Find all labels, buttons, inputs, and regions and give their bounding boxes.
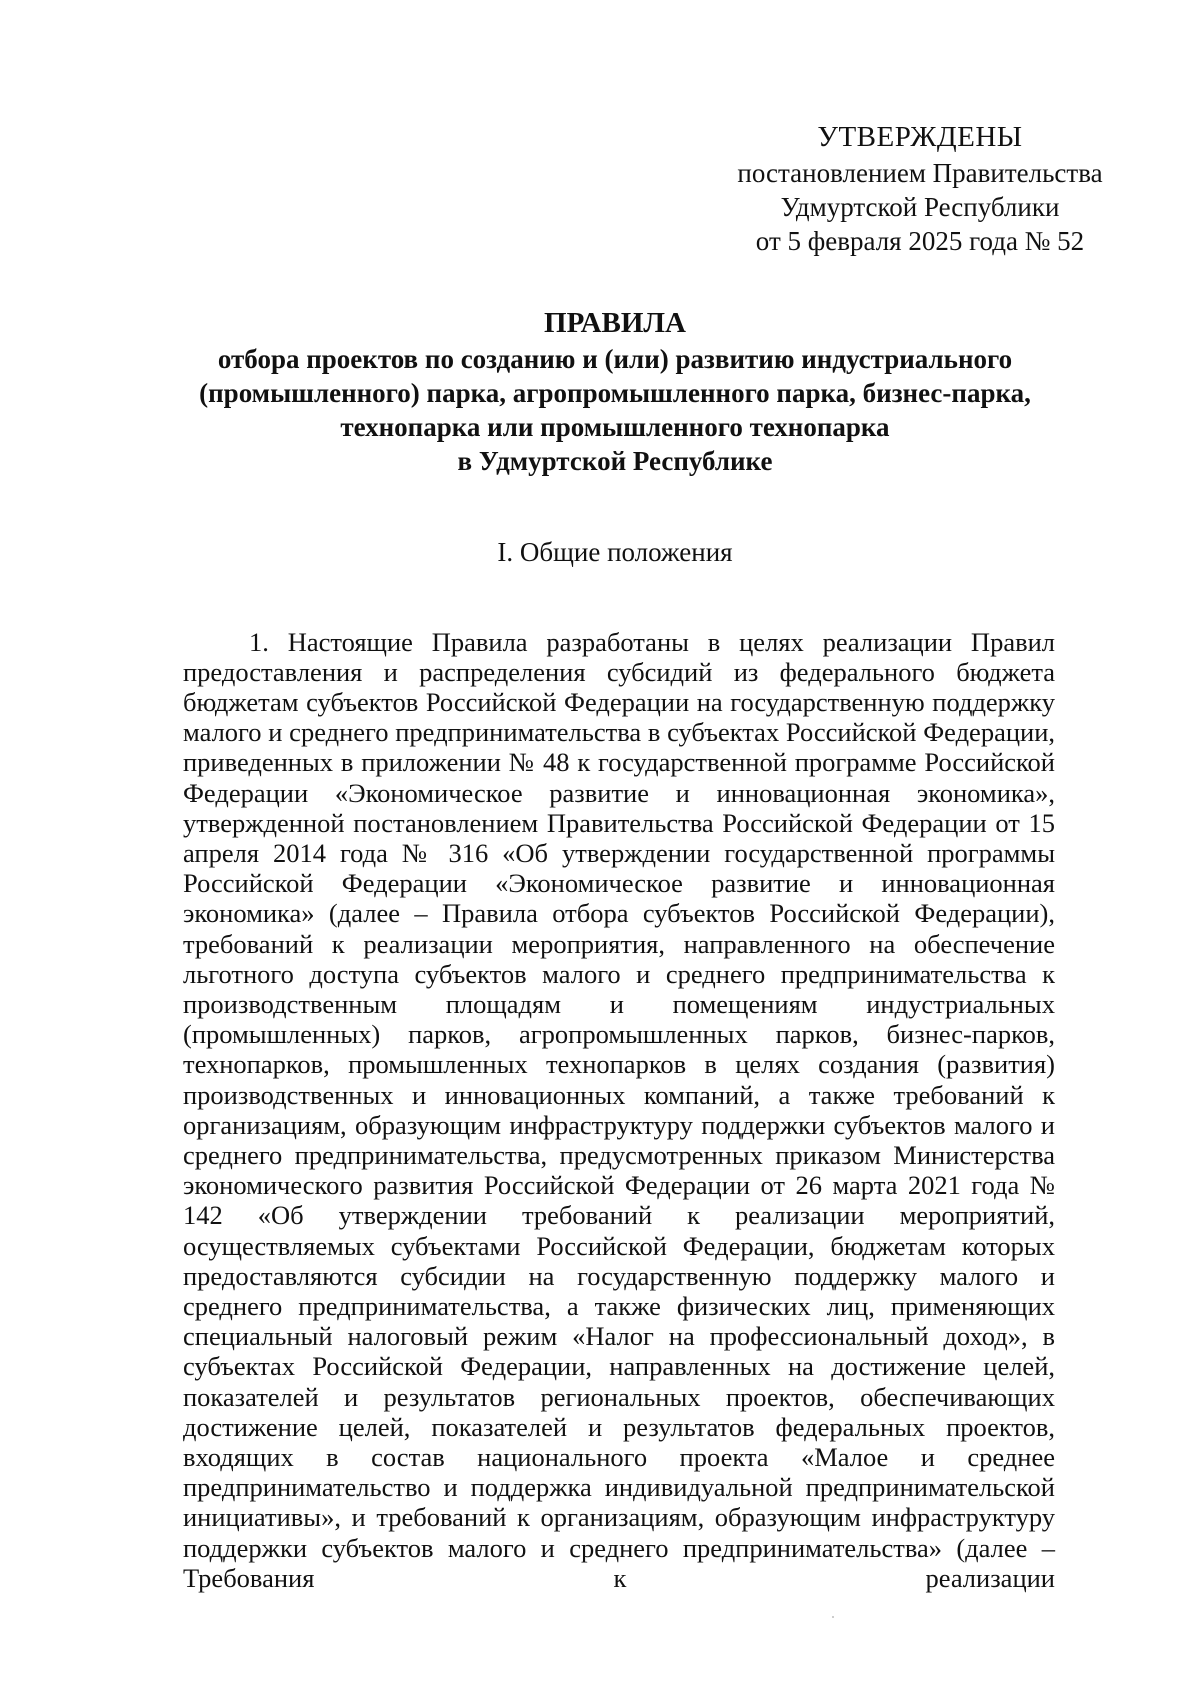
title-line-4: в Удмуртской Республике xyxy=(457,446,773,476)
document-title xyxy=(180,306,1050,478)
approval-line-3: от 5 февраля 2025 года № 52 xyxy=(755,226,1085,256)
approval-block xyxy=(720,120,1120,258)
paragraph-1: 1. Настоящие Правила разработаны в целях реализации Правил предоставления и распределения субсидий из федерального бюджета бюджетам субъектов Российской Федерации на государственную поддержку малого и среднего предпринимательства в субъектах Российской Федерации, приведенных в приложении № 48 к государственной программе Российской Федерации «Экономическое развитие и инновационная экономика», утвержденной постановлением Правительства Российской Федерации от 15 апреля 2014 года № 316 «Об утверждении государственной программы Российской Федерации «Экономическое развитие и инновационная экономика» (далее – Правила отбора субъектов Российской Федерации), требований к реализации мероприятия, направленного на обеспечение льготного доступа субъектов малого и среднего предпринимательства к производственным площадям и помещениям индустриальных (промышленных) парков, агропромышленных парков, бизнес-парков, технопарков, промышленных технопарков в целях создания (развития) производственных и инновационных компаний, а также требований к организациям, образующим инфраструктуру поддержки субъектов малого и среднего предпринимательства, предусмотренных приказом Министерства экономического развития Российской Федерации от 26 марта 2021 года № 142 «Об утверждении требований к реализации мероприятий, осуществляемых субъектами Российской Федерации, бюджетам которых предоставляются субсидии на государственную поддержку малого и среднего предпринимательства, а также физических лиц, применяющих специальный налоговый режим «Налог на профессиональный доход», в субъектах Российской Федерации, направленных на достижение целей, показателей и результатов региональных проектов, обеспечивающих достижение целей, показателей и результатов федеральных проектов, входящих в состав национального проекта «Малое и среднее предпринимательство и поддержка индивидуальной предпринимательской инициативы», и требований к организациям, образующим инфраструктуру поддержки субъектов малого и среднего предпринимательства» (далее – Требования к реализации xyxy=(183,626,1055,1593)
scan-speck xyxy=(832,1616,834,1618)
title-line-2: (промышленного) парка, агропромышленного парка, бизнес-парка, xyxy=(199,378,1031,408)
title-line-3: технопарка или промышленного технопарка xyxy=(340,412,890,442)
approval-line-1: постановлением Правительства xyxy=(737,158,1103,188)
title-line-1: отбора проектов по созданию и (или) развитию индустриального xyxy=(217,344,1013,374)
section-heading: I. Общие положения xyxy=(497,537,733,567)
title-heading: ПРАВИЛА xyxy=(544,307,686,339)
approval-heading: УТВЕРЖДЕНЫ xyxy=(817,121,1023,153)
approval-line-2: Удмуртской Республики xyxy=(780,192,1060,222)
